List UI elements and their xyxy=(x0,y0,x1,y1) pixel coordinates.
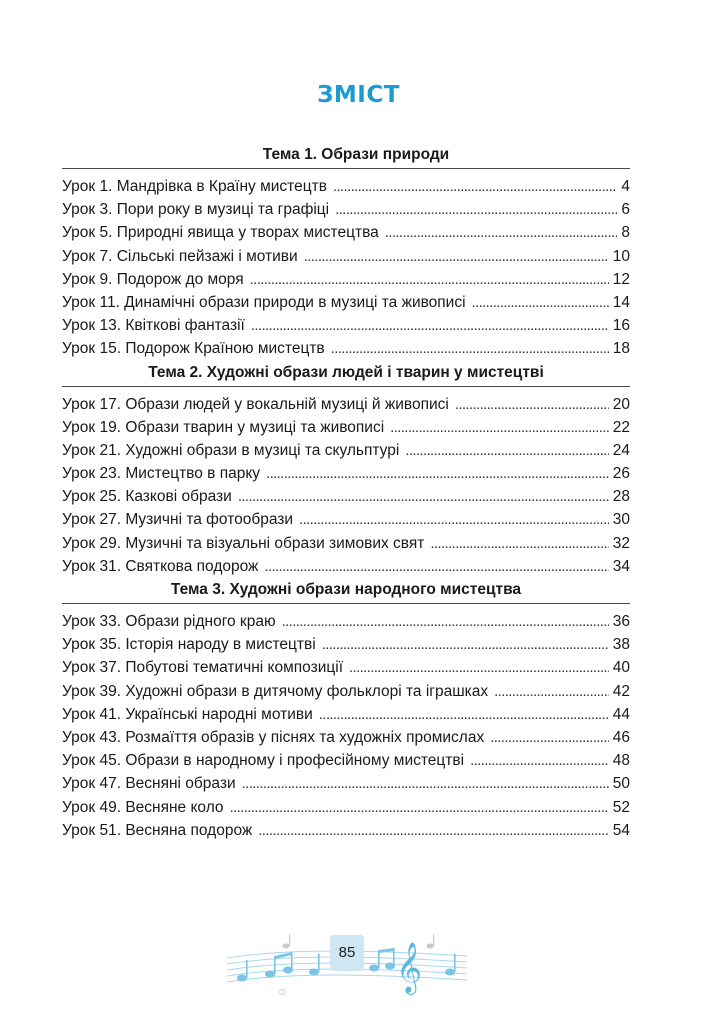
toc-entry[interactable] xyxy=(62,416,630,439)
toc-entry[interactable] xyxy=(62,819,630,842)
dot-leader xyxy=(258,819,608,842)
dot-leader xyxy=(335,198,617,221)
toc-entry[interactable] xyxy=(62,393,630,416)
toc-entry-page: 54 xyxy=(612,821,630,839)
page-number: 85 xyxy=(330,935,364,971)
dot-leader xyxy=(299,508,609,531)
toc-entry[interactable] xyxy=(62,680,630,703)
toc-entry-label: Урок 33. Образи рідного краю xyxy=(62,613,276,630)
toc-entry[interactable] xyxy=(62,703,630,726)
toc-entry[interactable] xyxy=(62,532,630,555)
divider xyxy=(62,603,630,604)
dot-leader xyxy=(494,680,609,703)
toc-entry[interactable] xyxy=(62,610,630,633)
toc-entry-page: 26 xyxy=(612,465,630,483)
toc-entry-page: 42 xyxy=(612,682,630,700)
section-2-list xyxy=(62,393,630,579)
table-of-contents xyxy=(62,143,630,842)
dot-leader xyxy=(266,462,609,485)
dot-leader xyxy=(242,772,609,795)
toc-entry-page: 28 xyxy=(612,488,630,506)
toc-entry[interactable] xyxy=(62,772,630,795)
toc-entry[interactable] xyxy=(62,221,630,244)
toc-entry-label: Урок 11. Динамічні образи природи в музиці та живописі xyxy=(62,293,466,311)
toc-entry[interactable] xyxy=(62,485,630,508)
toc-entry-page: 52 xyxy=(612,798,630,816)
dot-leader xyxy=(455,393,609,416)
dot-leader xyxy=(405,439,608,462)
toc-entry-label: Урок 35. Історія народу в мистецтві xyxy=(62,636,316,654)
toc-entry-label: Урок 5. Природні явища у творах мистецтва xyxy=(62,224,379,242)
toc-entry-label: Урок 27. Музичні та фотообрази xyxy=(62,511,294,529)
toc-entry-page: 44 xyxy=(612,705,630,723)
toc-entry-page: 34 xyxy=(612,557,630,575)
toc-entry-page: 12 xyxy=(612,270,630,288)
toc-entry-label: Урок 1. Мандрівка в Країну мистецтв xyxy=(62,178,327,195)
toc-entry[interactable] xyxy=(62,656,630,679)
dot-leader xyxy=(250,268,609,291)
toc-entry[interactable] xyxy=(62,796,630,819)
toc-entry-page: 48 xyxy=(612,752,630,770)
toc-entry[interactable] xyxy=(62,508,630,531)
toc-entry-label: Урок 13. Квіткові фантазії xyxy=(62,317,245,335)
toc-entry-label: Урок 51. Весняна подорож xyxy=(62,821,253,839)
toc-entry-page: 40 xyxy=(612,659,630,677)
dot-leader xyxy=(470,749,609,772)
toc-entry-label: Урок 43. Розмаїття образів у піснях та художніх промислах xyxy=(62,728,485,746)
dot-leader xyxy=(390,416,609,439)
toc-entry-page: 4 xyxy=(621,178,630,195)
toc-entry-page: 14 xyxy=(612,293,630,311)
dot-leader xyxy=(230,796,609,819)
section-1-list xyxy=(62,175,630,361)
toc-entry-page: 38 xyxy=(612,636,630,654)
toc-entry[interactable] xyxy=(62,439,630,462)
dot-leader xyxy=(322,633,609,656)
toc-entry[interactable] xyxy=(62,555,630,578)
dot-leader xyxy=(472,291,609,314)
toc-entry[interactable] xyxy=(62,198,630,221)
dot-leader xyxy=(490,726,609,749)
toc-entry-label: Урок 15. Подорож Країною мистецтв xyxy=(62,340,325,358)
toc-entry-label: Урок 37. Побутові тематичні композиції xyxy=(62,659,343,677)
toc-entry-label: Урок 47. Весняні образи xyxy=(62,775,236,793)
treble-clef-icon xyxy=(396,942,422,995)
toc-entry-label: Урок 25. Казкові образи xyxy=(62,488,232,506)
toc-entry[interactable] xyxy=(62,749,630,772)
dot-leader xyxy=(304,245,609,268)
toc-entry-page: 46 xyxy=(612,728,630,746)
toc-entry-label: Урок 39. Художні образи в дитячому фольклорі та іграшках xyxy=(62,682,489,700)
toc-entry-page: 8 xyxy=(621,224,630,242)
toc-entry[interactable] xyxy=(62,314,630,337)
toc-entry[interactable] xyxy=(62,268,630,291)
toc-entry-page: 20 xyxy=(612,395,630,413)
toc-entry-page: 50 xyxy=(612,775,630,793)
toc-entry-label: Урок 7. Сільські пейзажі і мотиви xyxy=(62,247,298,265)
toc-entry-page: 6 xyxy=(621,201,630,219)
toc-entry-label: Урок 17. Образи людей у вокальній музиці й живописі xyxy=(62,395,449,413)
section-heading-2: Тема 2. Художні образи людей і тварин у мистецтві xyxy=(148,363,544,381)
toc-entry[interactable] xyxy=(62,175,630,198)
toc-entry[interactable] xyxy=(62,633,630,656)
dot-leader xyxy=(349,656,609,679)
toc-entry[interactable] xyxy=(62,726,630,749)
dot-leader xyxy=(251,314,609,337)
toc-entry[interactable] xyxy=(62,291,630,314)
section-3-list xyxy=(62,610,630,842)
toc-entry-page: 32 xyxy=(612,534,630,552)
toc-entry-label: Урок 31. Святкова подорож xyxy=(62,557,259,575)
toc-entry-page: 30 xyxy=(612,511,630,529)
toc-entry[interactable] xyxy=(62,337,630,360)
section-heading-1: Тема 1. Образи природи xyxy=(262,146,450,163)
toc-entry[interactable] xyxy=(62,245,630,268)
toc-entry[interactable] xyxy=(62,462,630,485)
divider xyxy=(62,168,630,169)
dot-leader xyxy=(238,485,609,508)
toc-entry-label: Урок 19. Образи тварин у музиці та живописі xyxy=(62,418,385,436)
toc-entry-label: Урок 41. Українські народні мотиви xyxy=(62,705,313,723)
dot-leader xyxy=(319,703,609,726)
svg-text:𝄞: 𝄞 xyxy=(396,942,423,993)
toc-entry-page: 10 xyxy=(612,247,630,265)
dot-leader xyxy=(282,610,609,633)
dot-leader xyxy=(333,175,617,198)
toc-entry-label: Урок 9. Подорож до моря xyxy=(62,270,244,288)
toc-entry-label: Урок 23. Мистецтво в парку xyxy=(62,465,261,483)
toc-entry-page: 22 xyxy=(612,418,630,436)
dot-leader xyxy=(264,555,608,578)
dot-leader xyxy=(385,221,618,244)
divider xyxy=(62,386,630,387)
section-heading-3: Тема 3. Художні образи народного мистецтва xyxy=(170,581,522,598)
toc-entry-page: 24 xyxy=(612,441,630,459)
page-title: ЗМІСТ xyxy=(317,82,400,108)
toc-entry-label: Урок 3. Пори року в музиці та графіці xyxy=(62,201,330,219)
dot-leader xyxy=(430,532,608,555)
toc-entry-label: Урок 49. Весняне коло xyxy=(62,798,224,816)
toc-entry-page: 18 xyxy=(612,340,630,358)
toc-entry-page: 16 xyxy=(612,317,630,335)
toc-entry-page: 36 xyxy=(612,613,630,630)
toc-entry-label: Урок 21. Художні образи в музиці та скульптурі xyxy=(62,441,400,459)
toc-entry-label: Урок 29. Музичні та візуальні образи зимових свят xyxy=(62,534,425,552)
dot-leader xyxy=(331,337,609,360)
toc-entry-label: Урок 45. Образи в народному і професійному мистецтві xyxy=(62,752,465,770)
